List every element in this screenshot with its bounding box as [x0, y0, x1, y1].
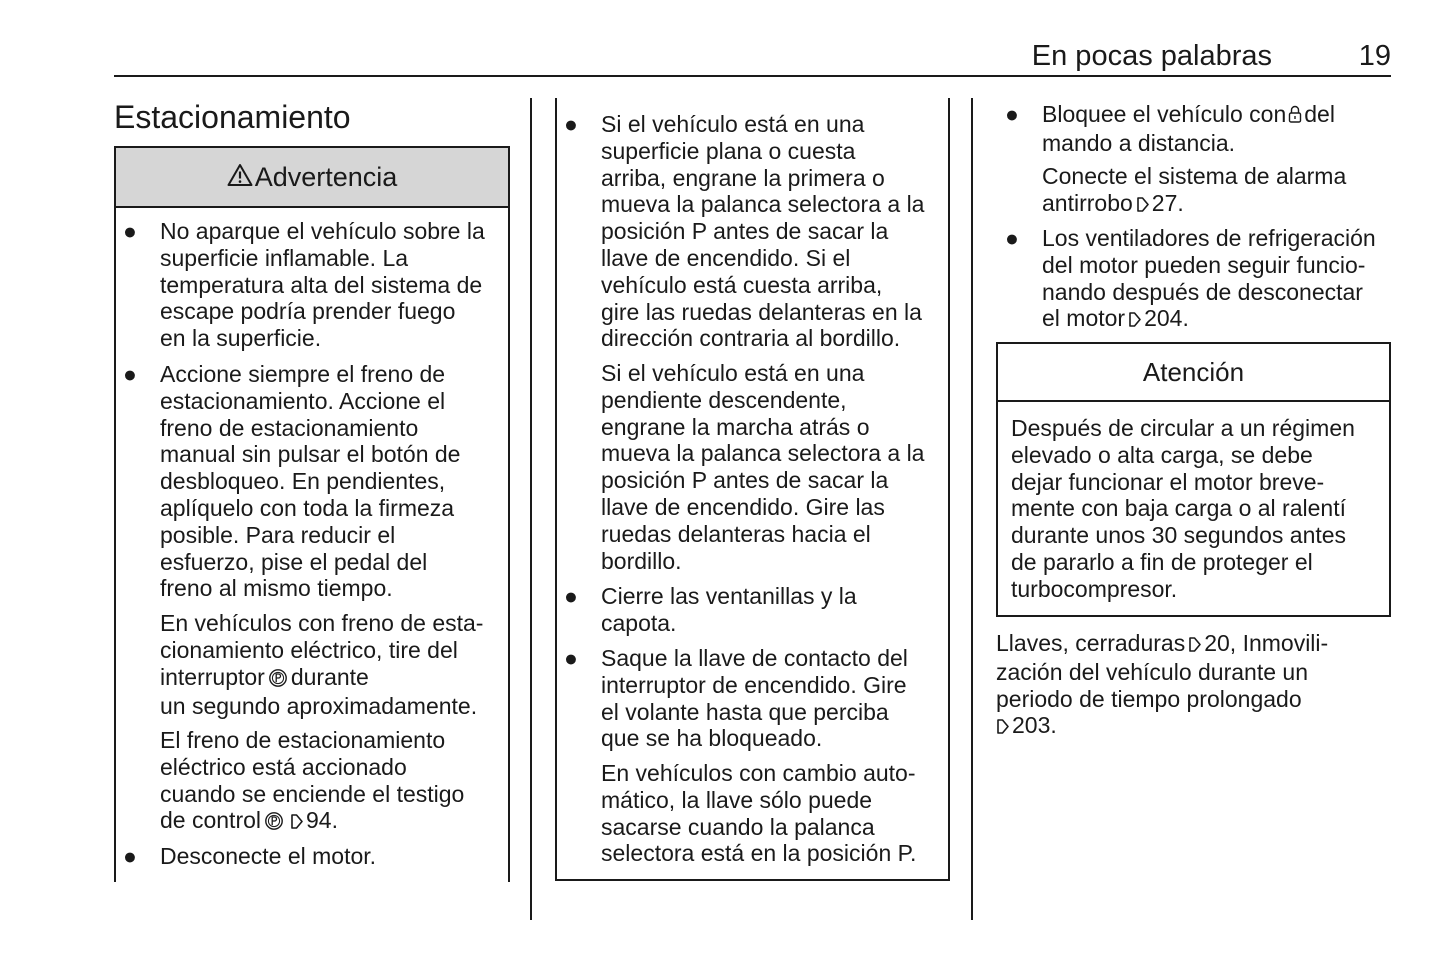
- bullet-dot: ●: [564, 645, 578, 671]
- bullet-dot: ●: [123, 218, 137, 244]
- page-reference-link[interactable]: 204.: [1144, 305, 1189, 332]
- bullet-dot: ●: [123, 843, 137, 869]
- page-reference-link[interactable]: 27.: [1151, 189, 1184, 216]
- page-reference-arrow-icon: [1136, 192, 1150, 219]
- warning-triangle-icon: [227, 163, 253, 194]
- close-windows-bullet: Cierre las ventanillas y la capota.: [601, 583, 857, 636]
- warning-heading: [116, 148, 508, 208]
- alarm-paragraph: Conecte el sistema de alarma antirrobo 27.: [1042, 163, 1346, 219]
- cross-references: Llaves, cerraduras 20, Inmovili- zación del vehículo durante un periodo de tiempo prolongado 203.: [996, 630, 1328, 741]
- cooling-fans-bullet: Los ventiladores de refrigeración del motor pueden seguir funcio- nando después de desconectar el motor 204.: [1042, 225, 1376, 334]
- page-reference-link[interactable]: 203.: [1012, 712, 1057, 739]
- running-header-title: En pocas palabras: [1031, 40, 1272, 72]
- parking-brake-icon: [264, 810, 284, 837]
- warning-heading-label: Advertencia: [254, 161, 398, 192]
- parking-downhill-paragraph: Si el vehículo está en una pendiente descendente, engrane la marcha atrás o mueva la palanca selectora a la posición P antes de sacar la llave de encendido. Gire las ruedas delanteras hacia el bordillo.: [601, 360, 925, 574]
- page-number: 19: [1358, 40, 1391, 72]
- bullet-dot: ●: [564, 111, 578, 137]
- column-divider-2: [971, 98, 973, 920]
- bullet-dot: ●: [1005, 101, 1019, 127]
- lock-icon: [1288, 103, 1302, 130]
- attention-box: [996, 342, 1391, 617]
- lock-vehicle-bullet: Bloquee el vehículo con del mando a distancia.: [1042, 101, 1335, 156]
- page-reference-arrow-icon: [1188, 632, 1202, 659]
- warning-paragraph-electric-brake: En vehículos con freno de esta- cionamiento eléctrico, tire del interruptor durante un segundo aproximadamente.: [160, 610, 484, 720]
- parking-uphill-bullet: Si el vehículo está en una superficie plana o cuesta arriba, engrane la primera o mueva la palanca selectora a la posición P antes de sacar la llave de encendido. Si el vehículo está cuesta arriba, gire las ruedas delanteras en la dirección contraria al bordillo.: [601, 111, 925, 352]
- warning-bullet-2: Accione siempre el freno de estacionamiento. Accione el freno de estacionamiento manual sin pulsar el botón de desbloqueo. En pendientes, aplíquelo con toda la firmeza posible. Para reducir el esfuerzo, pise el pedal del freno al mismo tiempo.: [160, 361, 461, 602]
- section-title: Estacionamiento: [114, 99, 351, 135]
- bullet-dot: ●: [564, 583, 578, 609]
- page-reference-arrow-icon: [1128, 307, 1142, 334]
- remove-key-bullet: Saque la llave de contacto del interruptor de encendido. Gire el volante hasta que perciba que se ha bloqueado.: [601, 645, 908, 752]
- header-rule: [114, 75, 1391, 77]
- attention-body: Después de circular a un régimen elevado o alta carga, se debe dejar funcionar el motor breve- mente con baja carga o al ralentí durante unos 30 segundos antes de pararlo a fin de proteger el turbocompresor.: [1011, 415, 1355, 602]
- bullet-dot: ●: [1005, 225, 1019, 251]
- page-reference-link[interactable]: 94.: [306, 807, 338, 834]
- attention-heading: Atención: [998, 344, 1389, 402]
- bullet-dot: ●: [123, 361, 137, 387]
- page-reference-arrow-icon: [290, 809, 304, 836]
- warning-bullet-3: Desconecte el motor.: [160, 843, 377, 869]
- parking-brake-icon: [268, 667, 288, 694]
- column-divider-1: [530, 98, 532, 920]
- automatic-transmission-paragraph: En vehículos con cambio auto- mático, la llave sólo puede sacarse cuando la palanca selectora está en la posición P.: [601, 760, 917, 867]
- warning-bullet-1: No aparque el vehículo sobre la superficie inflamable. La temperatura alta del sistema de escape podría prender fuego en la superficie.: [160, 218, 485, 352]
- warning-paragraph-indicator: El freno de estacionamiento eléctrico está accionado cuando se enciende el testigo de control 94.: [160, 727, 464, 837]
- page-reference-arrow-icon: [996, 714, 1010, 741]
- page-reference-link[interactable]: 20, Inmovili-: [1204, 630, 1329, 656]
